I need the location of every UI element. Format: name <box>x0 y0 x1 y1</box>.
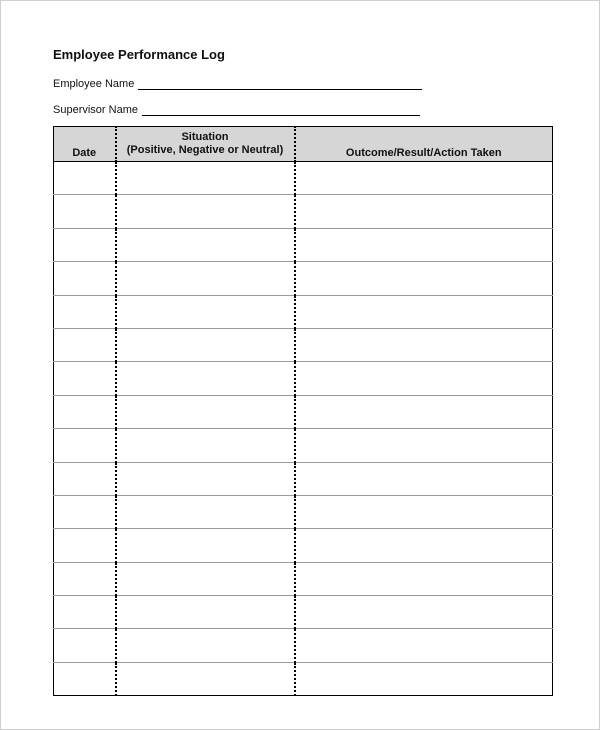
table-row <box>54 328 553 361</box>
employee-name-line[interactable] <box>138 79 422 90</box>
date-column-header <box>54 127 116 162</box>
outcome-cell[interactable] <box>295 495 553 528</box>
outcome-cell[interactable] <box>295 262 553 295</box>
date-cell[interactable] <box>54 495 116 528</box>
table-body <box>54 162 553 696</box>
outcome-cell[interactable] <box>295 295 553 328</box>
table-row <box>54 429 553 462</box>
date-cell[interactable] <box>54 462 116 495</box>
situation-cell[interactable] <box>116 429 295 462</box>
table-row <box>54 195 553 228</box>
situation-cell[interactable] <box>116 262 295 295</box>
outcome-header-label: Outcome/Result/Action Taken <box>345 147 502 159</box>
date-header-label: Date <box>72 147 97 159</box>
table-row <box>54 228 553 261</box>
situation-header-sublabel: (Positive, Negative or Neutral) <box>126 144 284 156</box>
outcome-cell[interactable] <box>295 395 553 428</box>
outcome-cell[interactable] <box>295 195 553 228</box>
date-cell[interactable] <box>54 596 116 629</box>
employee-name-field <box>53 78 422 90</box>
supervisor-name-label: Supervisor Name <box>53 104 138 116</box>
date-cell[interactable] <box>54 362 116 395</box>
supervisor-name-field <box>53 104 420 116</box>
table-row <box>54 495 553 528</box>
date-cell[interactable] <box>54 295 116 328</box>
outcome-cell[interactable] <box>295 529 553 562</box>
table-row <box>54 662 553 695</box>
table-row <box>54 462 553 495</box>
supervisor-name-line[interactable] <box>142 105 420 116</box>
outcome-cell[interactable] <box>295 662 553 695</box>
situation-cell[interactable] <box>116 362 295 395</box>
table-row <box>54 262 553 295</box>
situation-header-label: Situation <box>181 131 229 143</box>
table-row <box>54 596 553 629</box>
date-cell[interactable] <box>54 662 116 695</box>
outcome-cell[interactable] <box>295 362 553 395</box>
situation-cell[interactable] <box>116 629 295 662</box>
outcome-cell[interactable] <box>295 328 553 361</box>
date-cell[interactable] <box>54 562 116 595</box>
table-row <box>54 629 553 662</box>
outcome-cell[interactable] <box>295 162 553 195</box>
outcome-cell[interactable] <box>295 596 553 629</box>
table-row <box>54 562 553 595</box>
date-cell[interactable] <box>54 262 116 295</box>
outcome-cell[interactable] <box>295 228 553 261</box>
table-row <box>54 529 553 562</box>
date-cell[interactable] <box>54 429 116 462</box>
date-cell[interactable] <box>54 629 116 662</box>
situation-cell[interactable] <box>116 462 295 495</box>
date-cell[interactable] <box>54 228 116 261</box>
situation-cell[interactable] <box>116 195 295 228</box>
document-title: Employee Performance Log <box>53 47 225 62</box>
employee-name-label: Employee Name <box>53 78 135 90</box>
date-cell[interactable] <box>54 395 116 428</box>
situation-cell[interactable] <box>116 562 295 595</box>
outcome-cell[interactable] <box>295 462 553 495</box>
situation-cell[interactable] <box>116 662 295 695</box>
table-header-row <box>54 127 553 162</box>
table-row <box>54 362 553 395</box>
situation-cell[interactable] <box>116 596 295 629</box>
situation-cell[interactable] <box>116 295 295 328</box>
performance-log-table <box>53 126 553 696</box>
situation-cell[interactable] <box>116 495 295 528</box>
outcome-cell[interactable] <box>295 562 553 595</box>
outcome-cell[interactable] <box>295 429 553 462</box>
situation-cell[interactable] <box>116 328 295 361</box>
outcome-column-header <box>295 127 553 162</box>
situation-cell[interactable] <box>116 162 295 195</box>
table-row <box>54 395 553 428</box>
date-cell[interactable] <box>54 529 116 562</box>
situation-column-header <box>116 127 295 162</box>
table-row <box>54 162 553 195</box>
table-row <box>54 295 553 328</box>
date-cell[interactable] <box>54 162 116 195</box>
date-cell[interactable] <box>54 195 116 228</box>
situation-cell[interactable] <box>116 395 295 428</box>
date-cell[interactable] <box>54 328 116 361</box>
situation-cell[interactable] <box>116 228 295 261</box>
outcome-cell[interactable] <box>295 629 553 662</box>
situation-cell[interactable] <box>116 529 295 562</box>
